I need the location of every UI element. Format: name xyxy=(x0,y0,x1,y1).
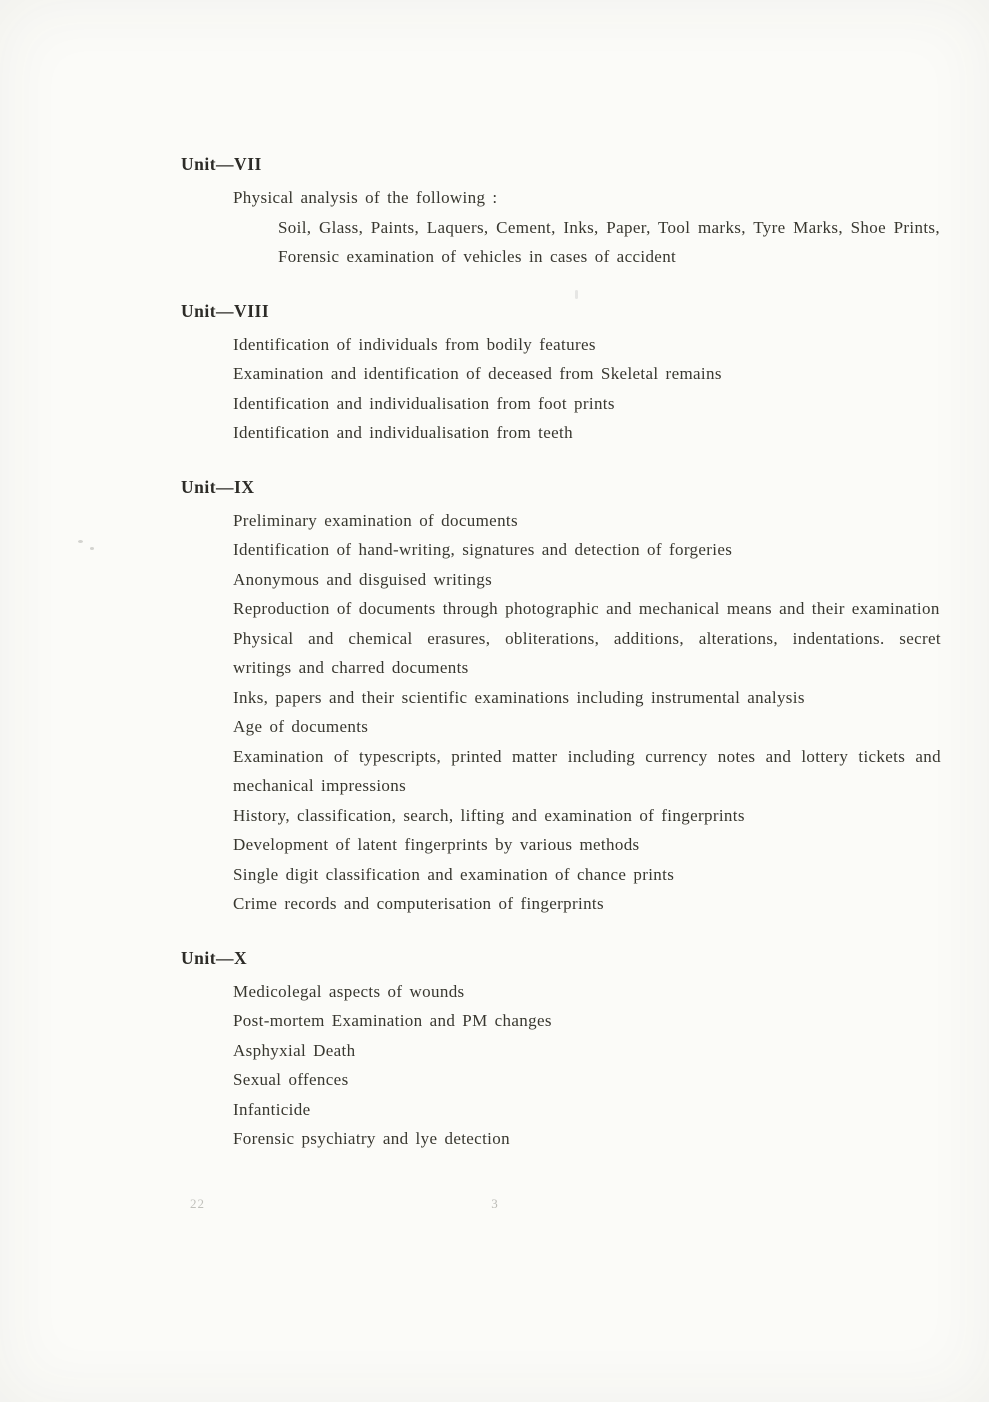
unit-title: Unit—X xyxy=(181,947,248,968)
unit-section xyxy=(0,297,989,448)
syllabus-item: Identification of hand-writing, signatures and detection of forgeries xyxy=(233,540,733,559)
scan-speck xyxy=(575,290,578,299)
syllabus-item: Reproduction of documents through photographic and mechanical means and their examination xyxy=(233,599,940,618)
syllabus-item: Forensic psychiatry and lye detection xyxy=(233,1129,510,1148)
syllabus-item: Identification and individualisation from foot prints xyxy=(233,393,615,413)
scan-speck xyxy=(78,540,83,543)
syllabus-item: Post-mortem Examination and PM changes xyxy=(233,1011,552,1030)
unit-title: Unit—VII xyxy=(181,154,262,174)
syllabus-item: Physical analysis of the following : xyxy=(233,188,498,207)
footer-left-mark: 22 xyxy=(190,1196,205,1211)
syllabus-item: Identification and individualisation from teeth xyxy=(233,423,573,442)
syllabus-item: Age of documents xyxy=(233,717,369,736)
syllabus-item: Medicolegal aspects of wounds xyxy=(233,981,465,1001)
syllabus-item: Preliminary examination of documents xyxy=(233,510,518,530)
syllabus-item: Sexual offences xyxy=(233,1070,349,1089)
syllabus-item: Inks, papers and their scientific examinations including instrumental analysis xyxy=(233,687,805,707)
syllabus-item: Identification of individuals from bodily features xyxy=(233,334,596,354)
unit-section xyxy=(0,150,989,272)
syllabus-content xyxy=(0,150,989,1154)
unit-title: Unit—VIII xyxy=(181,300,270,321)
scan-speck xyxy=(90,547,94,550)
syllabus-item: Single digit classification and examination of chance prints xyxy=(233,864,675,884)
unit-section xyxy=(0,944,989,1154)
syllabus-item: Anonymous and disguised writings xyxy=(233,569,493,589)
page-footer xyxy=(0,1196,989,1216)
page-number: 3 xyxy=(491,1196,498,1211)
syllabus-item: History, classification, search, lifting and examination of fingerprints xyxy=(233,805,745,825)
syllabus-item: Soil, Glass, Paints, Laquers, Cement, Inks, Paper, Tool marks, Tyre Marks, Shoe Prints, Forensic examination of vehicles in cases of accident xyxy=(278,217,940,266)
syllabus-item: Asphyxial Death xyxy=(233,1040,356,1060)
unit-section xyxy=(0,473,989,919)
syllabus-item: Crime records and computerisation of fingerprints xyxy=(233,894,604,913)
syllabus-item: Infanticide xyxy=(233,1099,311,1119)
syllabus-item: Development of latent fingerprints by various methods xyxy=(233,835,640,854)
syllabus-item: Physical and chemical erasures, obliterations, additions, alterations, indentations. secret writings and charred documents xyxy=(233,628,941,677)
syllabus-item: Examination and identification of deceased from Skeletal remains xyxy=(233,364,722,383)
unit-title: Unit—IX xyxy=(181,476,255,497)
syllabus-item: Examination of typescripts, printed matter including currency notes and lottery tickets and mechanical impressions xyxy=(233,746,941,795)
